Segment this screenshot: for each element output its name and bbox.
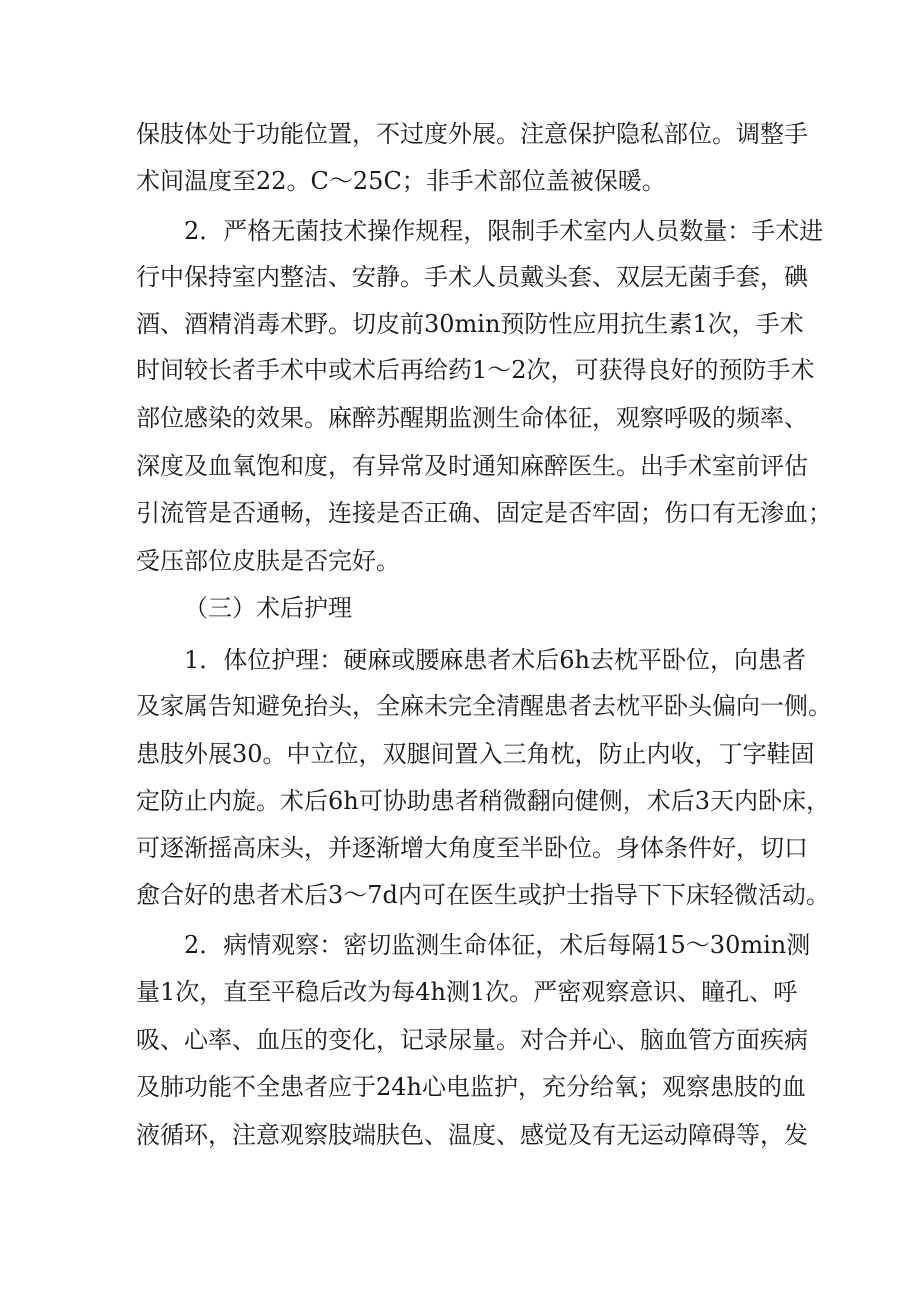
paragraph-2-line-5: 部位感染的效果。麻醉苏醒期监测生命体征，观察呼吸的频率、 bbox=[136, 404, 808, 432]
section-heading: （三）术后护理 bbox=[184, 594, 352, 622]
paragraph-1-line-2: 术间温度至22。C～25C；非手术部位盖被保暖。 bbox=[136, 167, 666, 195]
paragraph-3-line-2: 及家属告知避免抬头，全麻未完全清醒患者去枕平卧头偏向一侧。 bbox=[136, 692, 832, 720]
paragraph-2-line-7: 引流管是否通畅，连接是否正确、固定是否牢固；伤口有无渗血； bbox=[136, 499, 832, 527]
paragraph-2-line-1: 2．严格无菌技术操作规程，限制手术室内人员数量：手术进 bbox=[184, 217, 824, 245]
paragraph-4-line-5: 液循环，注意观察肢端肤色、温度、感觉及有无运动障碍等，发 bbox=[136, 1121, 808, 1149]
paragraph-2-line-3: 酒、酒精消毒术野。切皮前30min预防性应用抗生素1次，手术 bbox=[136, 310, 804, 338]
paragraph-2-line-4: 时间较长者手术中或术后再给药1～2次，可获得良好的预防手术 bbox=[136, 356, 815, 384]
paragraph-4-line-2: 量1次，直至平稳后改为每4h测1次。严密观察意识、瞳孔、呼 bbox=[136, 978, 798, 1006]
paragraph-2-line-8: 受压部位皮肤是否完好。 bbox=[136, 547, 400, 575]
paragraph-1-line-1: 保肢体处于功能位置，不过度外展。注意保护隐私部位。调整手 bbox=[136, 120, 808, 148]
paragraph-4-line-3: 吸、心率、血压的变化，记录尿量。对合并心、脑血管方面疾病 bbox=[136, 1026, 808, 1054]
paragraph-4-line-1: 2．病情观察：密切监测生命体征，术后每隔15～30min测 bbox=[184, 931, 811, 959]
paragraph-3-line-1: 1．体位护理：硬麻或腰麻患者术后6h去枕平卧位，向患者 bbox=[184, 646, 806, 674]
paragraph-3-line-6: 愈合好的患者术后3～7d内可在医生或护士指导下下床轻微活动。 bbox=[136, 881, 830, 909]
paragraph-2-line-6: 深度及血氧饱和度，有异常及时通知麻醉医生。出手术室前评估 bbox=[136, 452, 808, 480]
paragraph-3-line-4: 定防止内旋。术后6h可协助患者稍微翻向健侧，术后3天内卧床， bbox=[136, 787, 830, 815]
paragraph-2-line-2: 行中保持室内整洁、安静。手术人员戴头套、双层无菌手套，碘 bbox=[136, 263, 808, 291]
paragraph-3-line-3: 患肢外展30。中立位，双腿间置入三角枕，防止内收，丁字鞋固 bbox=[136, 740, 815, 768]
paragraph-3-line-5: 可逐渐摇高床头，并逐渐增大角度至半卧位。身体条件好，切口 bbox=[136, 834, 808, 862]
paragraph-4-line-4: 及肺功能不全患者应于24h心电监护，充分给氧；观察患肢的血 bbox=[136, 1073, 806, 1101]
